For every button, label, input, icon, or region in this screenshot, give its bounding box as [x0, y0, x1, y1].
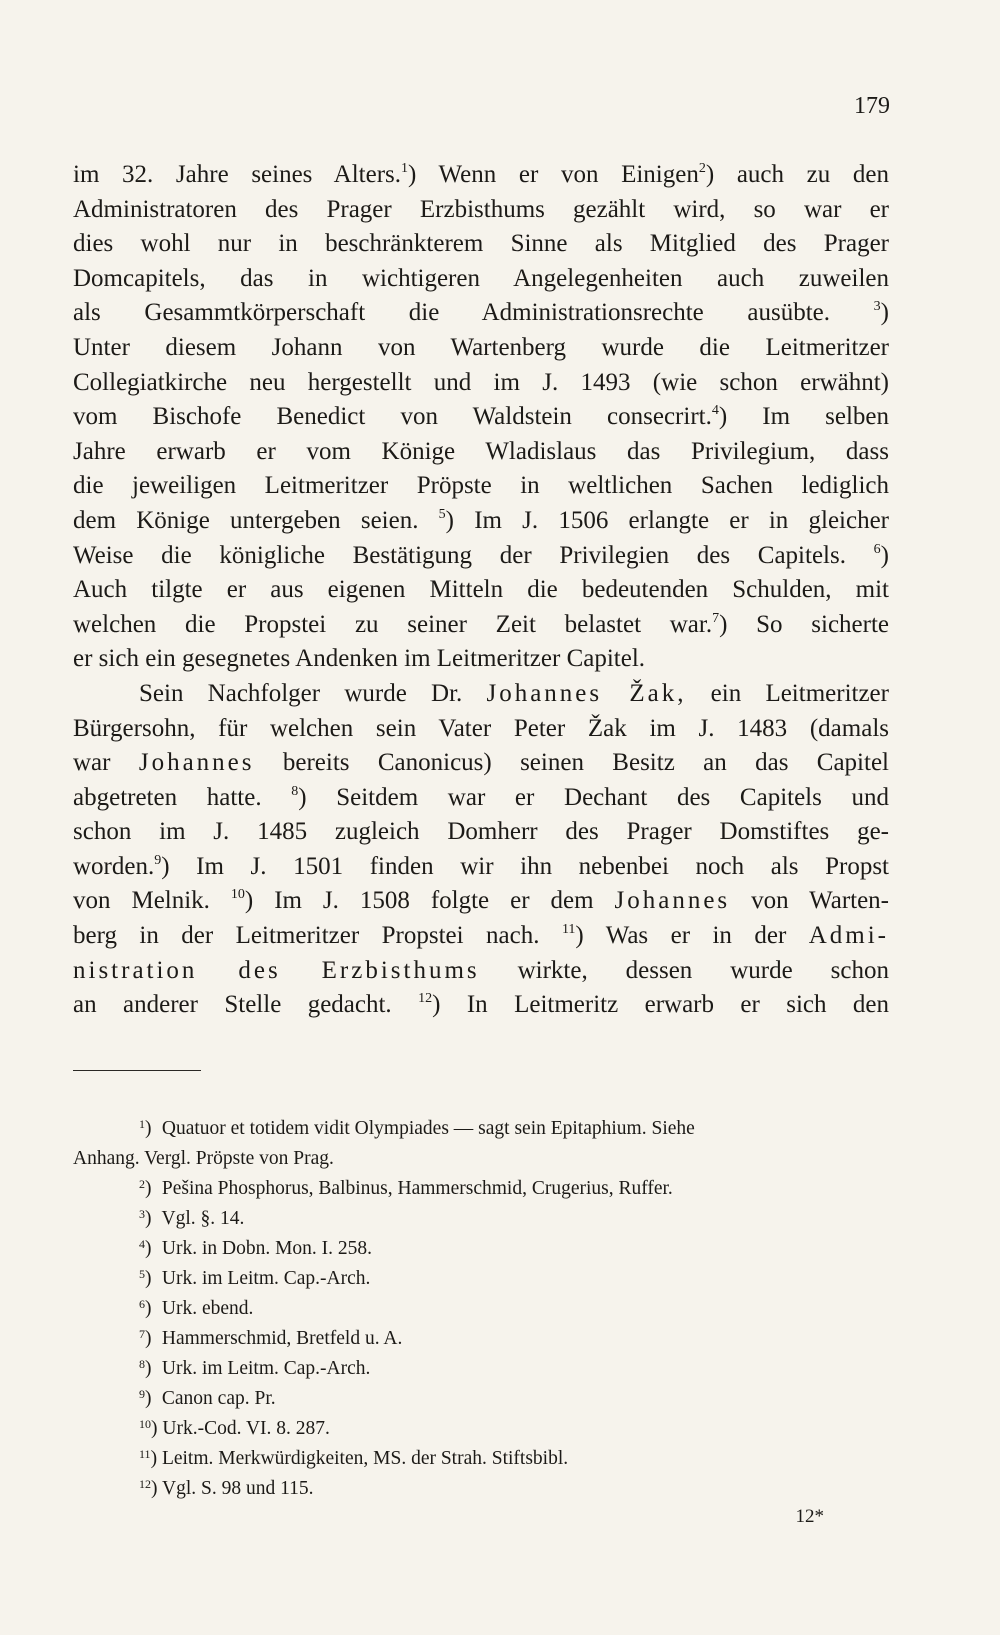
text-line: nistration des Erzbisthums wirkte, dessen wurde schon — [73, 956, 889, 984]
footnote: $^3$) Vgl. §. 14. — [73, 1204, 889, 1234]
footnote-mark: $^{11}$) — [139, 1447, 158, 1469]
signature-mark: 12* — [795, 1506, 824, 1527]
footnote-ref[interactable]: 2 — [698, 161, 706, 176]
text-line: worden.$^9$) Im J. 1501 finden wir ihn nebenbei noch als Propst — [73, 852, 889, 880]
text-line: war Johannes bereits Canonicus) seinen Besitz an das Capitel — [73, 749, 889, 777]
footnote: $^7$) Hammerschmid, Bretfeld u. A. — [73, 1324, 889, 1354]
footnote-ref[interactable]: 8 — [291, 783, 299, 799]
text-line: welchen die Propstei zu seiner Zeit belastet war.$^7$) So sicherte — [73, 610, 890, 638]
text-line: Bürgersohn, für welchen sein Vater Peter Žak im J. 1483 (damals — [73, 714, 889, 742]
text-line: Sein Nachfolger wurde Dr. Johannes Žak, ein Leitmeritzer — [139, 679, 889, 707]
text-line: Weise die königliche Bestätigung der Privilegien des Capitels. $^6$) — [73, 541, 889, 569]
footnote-mark: $^1$) — [139, 1117, 152, 1139]
footnote-ref[interactable]: 4 — [711, 403, 719, 419]
person-name: Johannes — [138, 749, 255, 777]
text-line: Domcapitels, das in wichtigeren Angelegenheiten auch zuweilen — [73, 264, 889, 292]
footnote-mark: $^{10}$) — [139, 1417, 158, 1439]
footnote: $^8$) Urk. im Leitm. Cap.-Arch. — [73, 1354, 889, 1384]
footnote: $^9$) Canon cap. Pr. — [73, 1384, 889, 1414]
footnotes — [73, 1114, 889, 1504]
footnote-ref[interactable]: 11 — [561, 922, 576, 938]
footnote: $^1$) Quatuor et totidem vidit Olympiades — sagt sein Epitaphium. Siehe — [73, 1114, 889, 1144]
footnote-mark: $^{12}$) — [139, 1477, 158, 1499]
footnote-ref[interactable]: 9 — [154, 852, 162, 868]
footnote: $^{10}$) Urk.-Cod. VI. 8. 287. — [73, 1414, 889, 1444]
emphasized-text: Admi- — [808, 922, 890, 950]
text-line: er sich ein gesegnetes Andenken im Leitmeritzer Capitel. — [73, 645, 646, 673]
footnote-ref[interactable]: 5 — [438, 506, 446, 522]
text-line: die jeweiligen Leitmeritzer Pröpste in weltlichen Sachen lediglich — [73, 472, 889, 500]
footnote-mark: $^8$) — [139, 1357, 152, 1379]
text-line: vom Bischofe Benedict von Waldstein consecrirt.$^4$) Im selben — [73, 403, 889, 431]
footnote-ref[interactable]: 1 — [401, 161, 409, 176]
footnote: $^2$) Pešina Phosphorus, Balbinus, Hammerschmid, Crugerius, Ruffer. — [73, 1174, 889, 1204]
text-line: dies wohl nur in beschränkterem Sinne als Mitglied des Prager — [73, 230, 889, 258]
footnote-ref[interactable]: 3 — [873, 299, 881, 315]
footnote-mark: $^2$) — [139, 1177, 152, 1199]
footnote-mark: $^4$) — [139, 1237, 152, 1259]
text-line: Auch tilgte er aus eigenen Mitteln die bedeutenden Schulden, mit — [73, 576, 889, 604]
footnote-ref[interactable]: 6 — [873, 541, 881, 557]
footnote: $^{12}$) Vgl. S. 98 und 115. — [73, 1474, 889, 1504]
text-line: im 32. Jahre seines Alters.$^1$) Wenn er von Einigen$^2$) auch zu den — [73, 161, 889, 188]
text-line: Jahre erwarb er vom Könige Wladislaus das Privilegium, dass — [73, 437, 889, 465]
text-line: dem Könige untergeben seien. $^5$) Im J. 1506 erlangte er in gleicher — [73, 506, 890, 534]
text-line: Collegiatkirche neu hergestellt und im J. 1493 (wie schon erwähnt) — [73, 368, 889, 396]
body-text — [73, 158, 889, 1023]
page-number: 179 — [854, 93, 890, 119]
text-line: berg in der Leitmeritzer Propstei nach. $^{11}$) Was er in der Admi- — [73, 922, 890, 950]
footnote-ref[interactable]: 10 — [230, 887, 245, 903]
footnote: $^4$) Urk. in Dobn. Mon. I. 258. — [73, 1234, 889, 1264]
footnote-mark: $^9$) — [139, 1387, 152, 1409]
footnote-divider — [73, 1070, 201, 1071]
footnote-mark: $^6$) — [139, 1297, 152, 1319]
text-line: als Gesammtkörperschaft die Administrationsrechte ausübte. $^3$) — [73, 299, 889, 327]
footnote: $^6$) Urk. ebend. — [73, 1294, 889, 1324]
footnote-mark: $^7$) — [139, 1327, 152, 1349]
text-line: Administratoren des Prager Erzbisthums gezählt wird, so war er — [73, 195, 889, 223]
person-name: Johannes Žak, — [486, 679, 687, 707]
footnote: $^5$) Urk. im Leitm. Cap.-Arch. — [73, 1264, 889, 1294]
person-name: Johannes — [614, 887, 731, 915]
footnote-continuation: Anhang. Vergl. Pröpste von Prag. — [73, 1148, 334, 1169]
text-line: an anderer Stelle gedacht. $^{12}$) In Leitmeritz erwarb er sich den — [73, 991, 890, 1019]
emphasized-text: nistration des Erzbisthums — [73, 956, 480, 984]
text-line: schon im J. 1485 zugleich Domherr des Prager Domstiftes ge- — [73, 818, 889, 846]
footnote-mark: $^5$) — [139, 1267, 152, 1289]
footnote-ref[interactable]: 12 — [418, 991, 433, 1007]
text-line: von Melnik. $^{10}$) Im J. 1508 folgte er dem Johannes von Warten- — [73, 887, 890, 915]
footnote: $^{11}$) Leitm. Merkwürdigkeiten, MS. der Strah. Stiftsbibl. — [73, 1444, 889, 1474]
text-line: Unter diesem Johann von Wartenberg wurde die Leitmeritzer — [73, 333, 889, 361]
footnote-ref[interactable]: 7 — [712, 610, 720, 626]
footnote-mark: $^3$) — [139, 1207, 152, 1229]
text-line: abgetreten hatte. $^8$) Seitdem war er Dechant des Capitels und — [73, 783, 890, 811]
